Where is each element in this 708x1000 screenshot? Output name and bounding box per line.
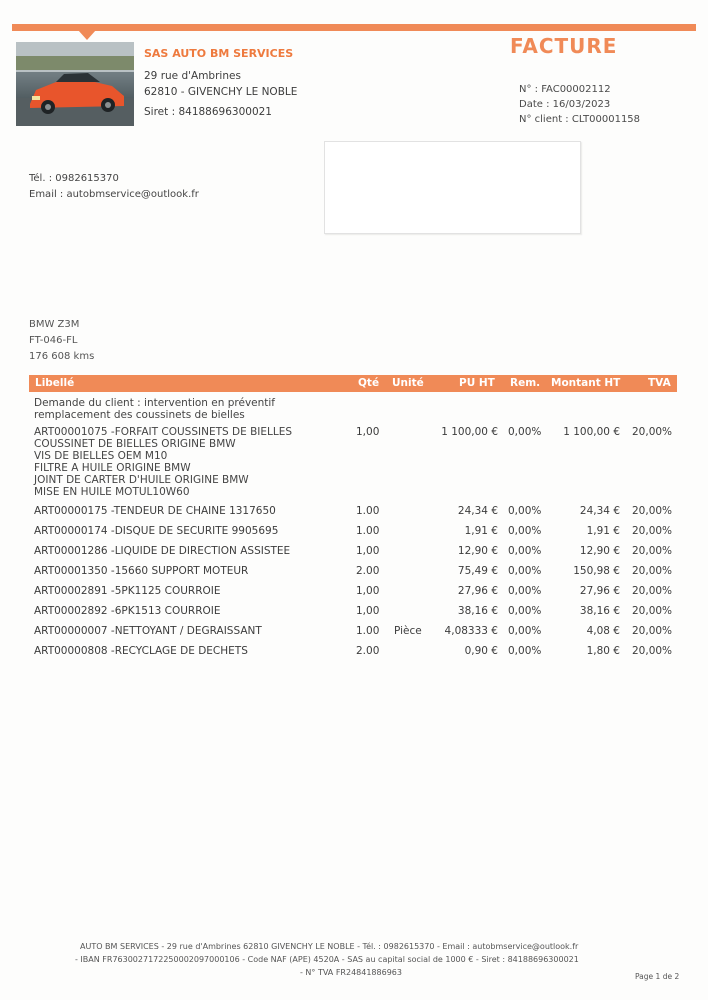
cell-montant-ht: 1,91 € — [586, 525, 620, 537]
item-line: JOINT DE CARTER D'HUILE ORIGINE BMW — [34, 474, 249, 486]
invoice-client-number: N° client : CLT00001158 — [519, 114, 641, 125]
cell-pu-ht: 12,90 € — [457, 545, 498, 557]
first-item-pu-ht: 1 100,00 € — [441, 426, 498, 438]
header-rule — [12, 24, 696, 31]
first-item-qte: 1,00 — [356, 426, 380, 438]
table-row-first-item — [34, 426, 292, 498]
cell-libelle: ART00002892 -6PK1513 COURROIE — [34, 605, 221, 617]
cell-pu-ht: 0,90 € — [464, 645, 498, 657]
cell-qte: 1.00 — [356, 505, 380, 517]
cell-qte: 1,00 — [356, 605, 380, 617]
header-rem: Rem. — [510, 377, 541, 389]
company-city: 62810 - GIVENCHY LE NOBLE — [144, 86, 298, 98]
cell-rem: 0,00% — [508, 545, 542, 557]
cell-montant-ht: 24,34 € — [579, 505, 620, 517]
cell-tva: 20,00% — [632, 605, 673, 617]
table-header — [29, 375, 677, 392]
company-phone: Tél. : 0982615370 — [29, 173, 119, 184]
cell-qte: 1,00 — [356, 585, 380, 597]
footer-line-3: - N° TVA FR24841886963 — [300, 968, 402, 977]
vehicle-model: BMW Z3M — [29, 319, 80, 330]
footer-line-1: AUTO BM SERVICES - 29 rue d'Ambrines 62810 GIVENCHY LE NOBLE - Tél. : 0982615370 - Email : autobmservice@outlook.fr — [80, 942, 579, 951]
car-photo-logo — [16, 42, 134, 126]
cell-tva: 20,00% — [632, 545, 673, 557]
vehicle-plate: FT-046-FL — [29, 335, 78, 346]
cell-rem: 0,00% — [508, 625, 542, 637]
header-montant-ht: Montant HT — [551, 377, 621, 389]
cell-tva: 20,00% — [632, 585, 673, 597]
item-line: VIS DE BIELLES OEM M10 — [34, 450, 168, 462]
client-address-box — [324, 141, 581, 234]
page-number: Page 1 de 2 — [635, 972, 680, 981]
cell-tva: 20,00% — [632, 505, 673, 517]
header-unite: Unité — [392, 377, 424, 389]
cell-montant-ht: 12,90 € — [579, 545, 620, 557]
header-libelle: Libellé — [35, 377, 75, 389]
cell-qte: 2.00 — [356, 565, 380, 577]
cell-tva: 20,00% — [632, 645, 673, 657]
item-line: ART00001075 -FORFAIT COUSSINETS DE BIELLES — [34, 426, 293, 438]
first-item-tva: 20,00% — [632, 426, 673, 438]
header-tva: TVA — [648, 377, 671, 389]
cell-libelle: ART00000007 -NETTOYANT / DEGRAISSANT — [34, 625, 262, 637]
cell-montant-ht: 38,16 € — [579, 605, 620, 617]
cell-tva: 20,00% — [632, 525, 673, 537]
cell-libelle: ART00001286 -LIQUIDE DE DIRECTION ASSISTEE — [34, 545, 291, 557]
cell-qte: 1.00 — [356, 625, 380, 637]
cell-montant-ht: 150,98 € — [573, 565, 620, 577]
cell-rem: 0,00% — [508, 605, 542, 617]
first-item-rem: 0,00% — [508, 426, 542, 438]
client-request-line: remplacement des coussinets de bielles — [34, 409, 245, 421]
cell-rem: 0,00% — [508, 505, 542, 517]
vehicle-mileage: 176 608 kms — [29, 351, 95, 362]
cell-unite: Pièce — [394, 625, 422, 637]
cell-rem: 0,00% — [508, 525, 542, 537]
company-email: Email : autobmservice@outlook.fr — [29, 189, 199, 200]
cell-tva: 20,00% — [632, 625, 673, 637]
footer-line-2: - IBAN FR7630027172250002097000106 - Code NAF (APE) 4520A - SAS au capital social de 1000 € - Siret : 84188696300021 — [75, 955, 579, 964]
client-request — [34, 397, 275, 421]
cell-libelle: ART00001350 -15660 SUPPORT MOTEUR — [34, 565, 249, 577]
cell-libelle: ART00000174 -DISQUE DE SECURITE 9905695 — [34, 525, 279, 537]
cell-rem: 0,00% — [508, 585, 542, 597]
header-qte: Qté — [358, 377, 380, 389]
item-line: FILTRE A HUILE ORIGINE BMW — [34, 462, 191, 474]
company-name: SAS AUTO BM SERVICES — [144, 47, 294, 60]
cell-pu-ht: 75,49 € — [457, 565, 498, 577]
cell-qte: 2.00 — [356, 645, 380, 657]
invoice-date: Date : 16/03/2023 — [519, 99, 611, 110]
company-siret: Siret : 84188696300021 — [144, 106, 272, 118]
header-pu-ht: PU HT — [459, 377, 495, 389]
cell-rem: 0,00% — [508, 645, 542, 657]
header-notch — [78, 30, 96, 40]
cell-pu-ht: 4,08333 € — [444, 625, 498, 637]
cell-libelle: ART00000808 -RECYCLAGE DE DECHETS — [34, 645, 248, 657]
cell-pu-ht: 27,96 € — [457, 585, 498, 597]
cell-montant-ht: 4,08 € — [586, 625, 620, 637]
cell-tva: 20,00% — [632, 565, 673, 577]
cell-rem: 0,00% — [508, 565, 542, 577]
cell-montant-ht: 27,96 € — [579, 585, 620, 597]
cell-libelle: ART00002891 -5PK1125 COURROIE — [34, 585, 221, 597]
cell-qte: 1,00 — [356, 545, 380, 557]
cell-pu-ht: 24,34 € — [457, 505, 498, 517]
item-line: COUSSINET DE BIELLES ORIGINE BMW — [34, 438, 236, 450]
cell-libelle: ART00000175 -TENDEUR DE CHAINE 1317650 — [34, 505, 276, 517]
client-request-line: Demande du client : intervention en préventif — [34, 397, 276, 409]
cell-pu-ht: 38,16 € — [457, 605, 498, 617]
cell-montant-ht: 1,80 € — [586, 645, 620, 657]
cell-pu-ht: 1,91 € — [464, 525, 498, 537]
item-line: MISE EN HUILE MOTUL10W60 — [34, 486, 190, 498]
company-address: 29 rue d'Ambrines — [144, 70, 241, 82]
invoice-number: N° : FAC00002112 — [519, 84, 611, 95]
first-item-montant-ht: 1 100,00 € — [563, 426, 620, 438]
invoice-title: FACTURE — [510, 34, 618, 58]
car-icon — [16, 42, 134, 126]
cell-qte: 1.00 — [356, 525, 380, 537]
